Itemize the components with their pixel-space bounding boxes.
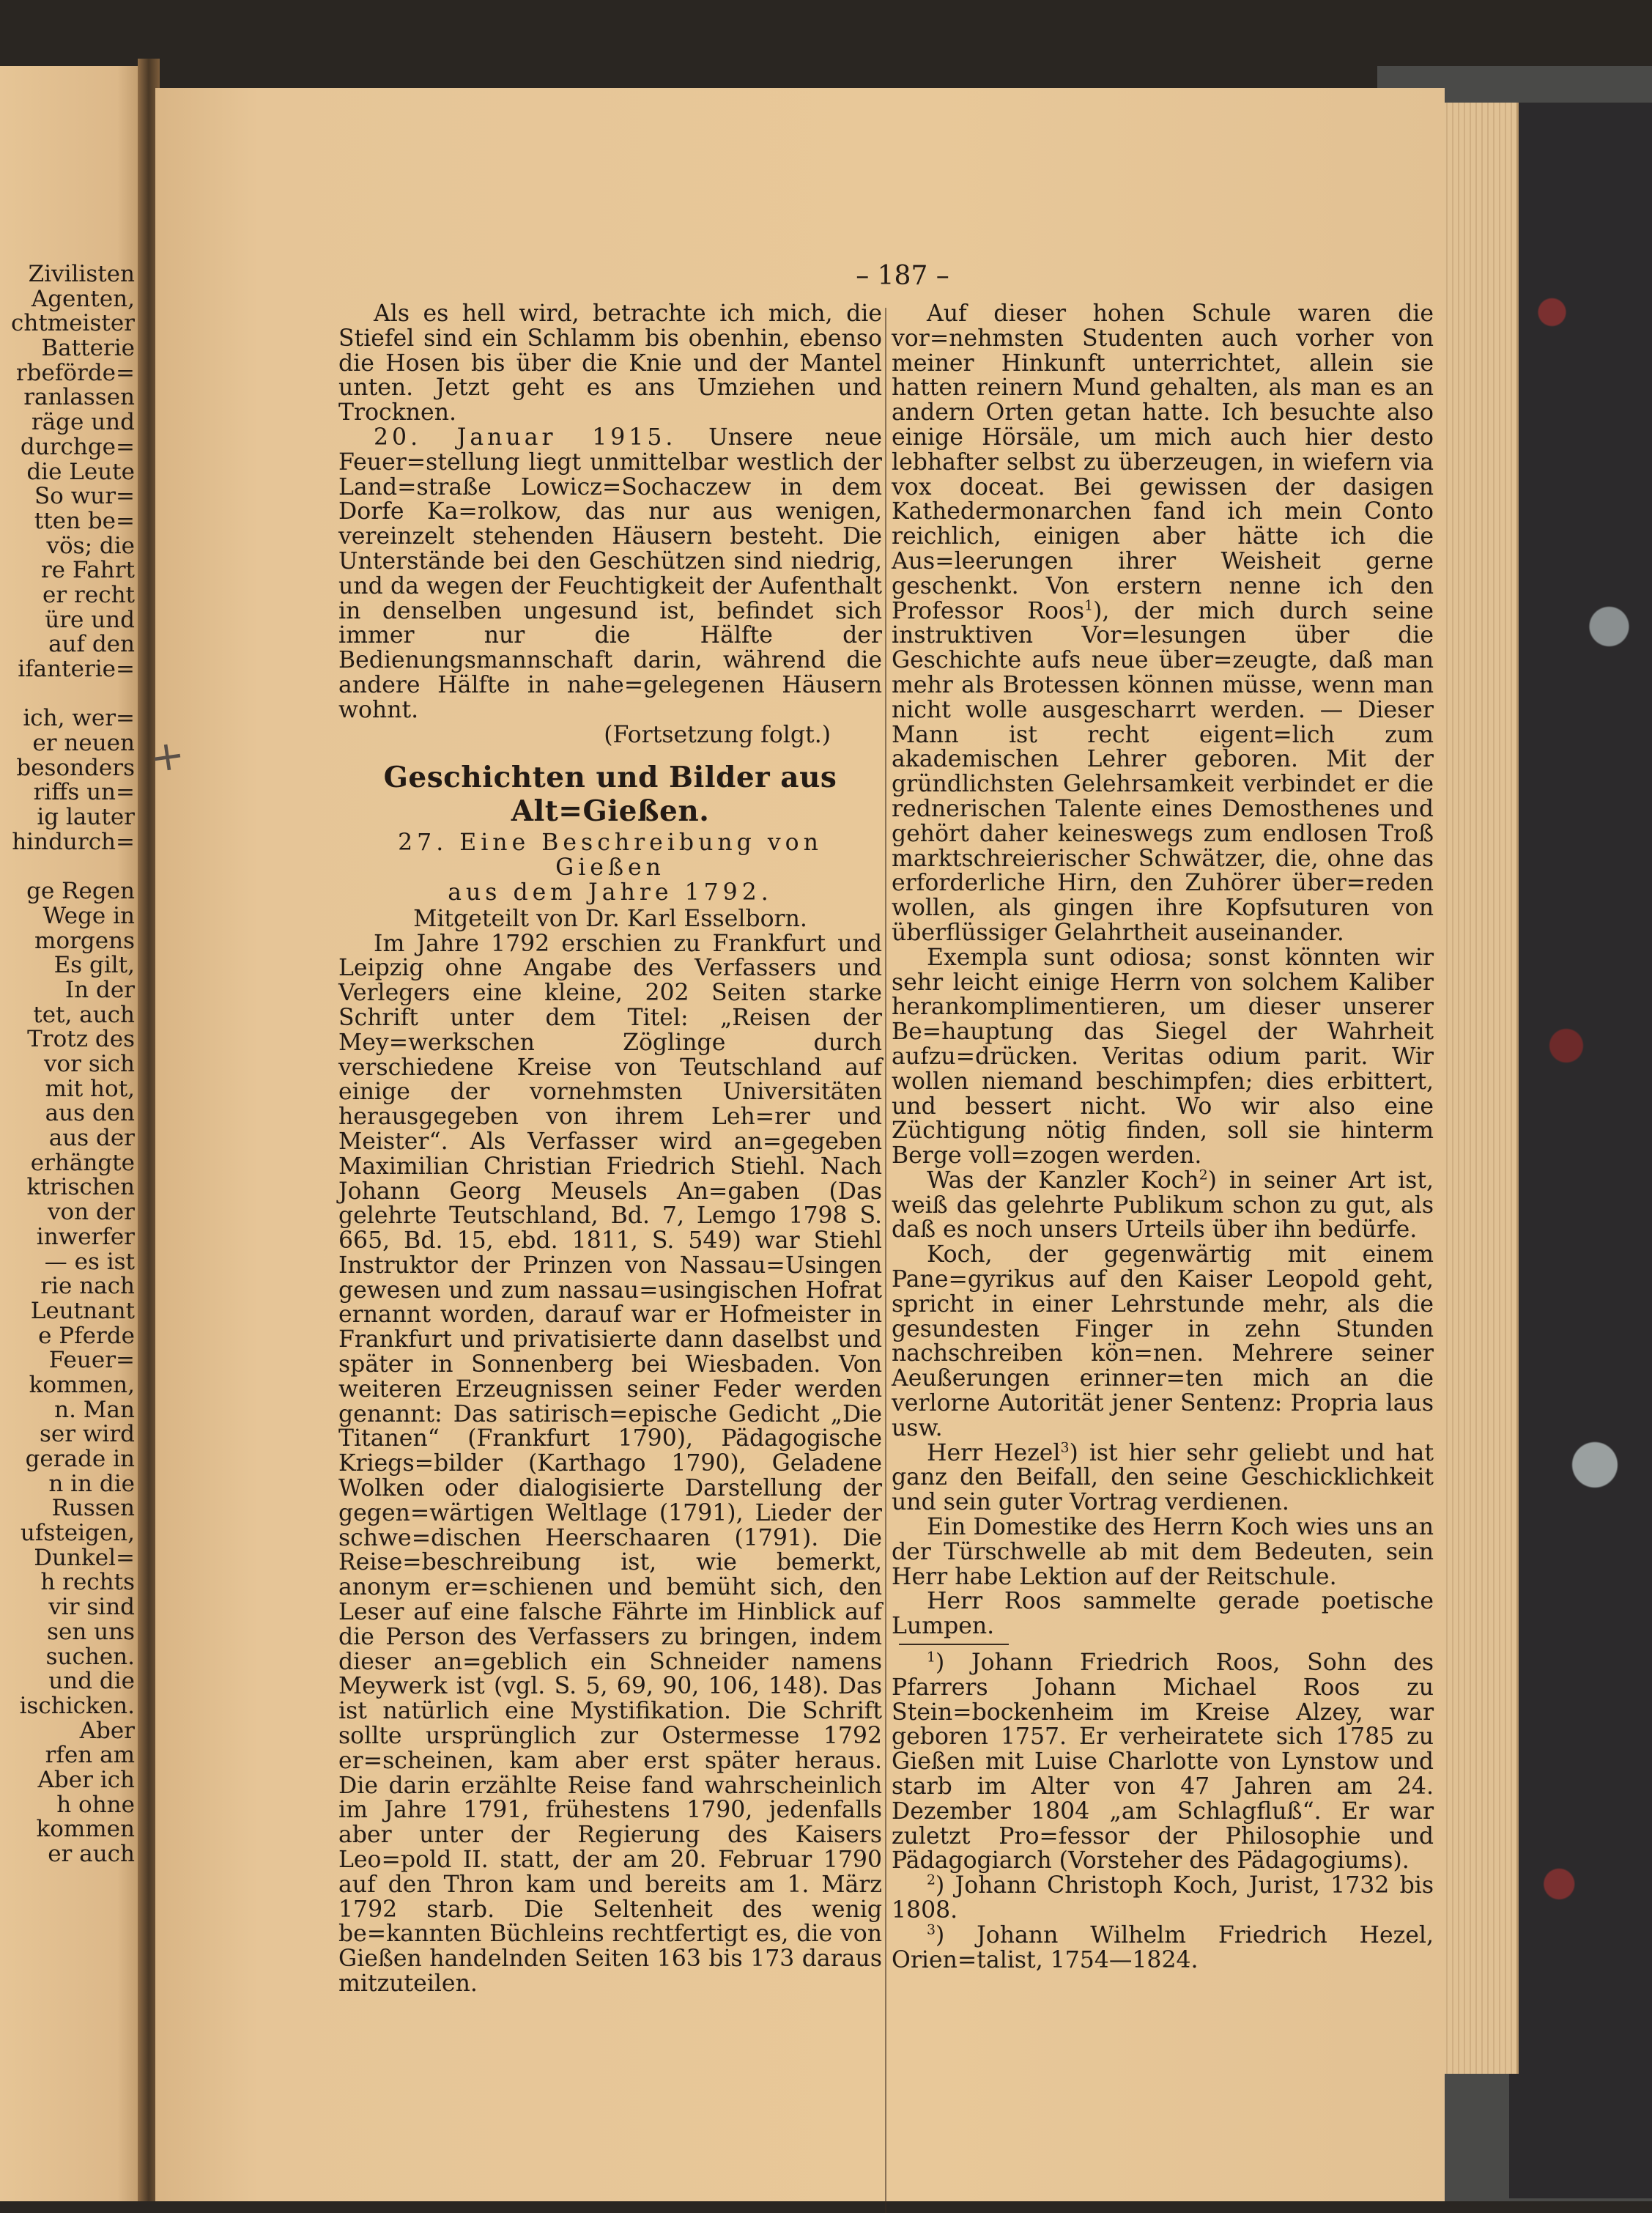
left-page-line: räge und xyxy=(31,409,135,436)
column-right xyxy=(892,302,1434,1973)
left-page-line: Agenten, xyxy=(31,285,135,312)
page-number: – 187 – xyxy=(856,261,949,291)
continuation-note: (Fortsetzung folgt.) xyxy=(604,721,831,748)
footnote-ref: 3 xyxy=(1060,1439,1070,1456)
paragraph-text: ) ist hier sehr geliebt und hat ganz den Beifall, den seine Geschicklichkeit und sein guter Vortrag verdienen. xyxy=(892,1439,1434,1516)
left-page-line: kommen xyxy=(36,1816,135,1843)
left-page-line: In der xyxy=(64,976,135,1003)
paragraph: Exempla sunt odiosa; sonst könnten wir sehr leicht einige Herrn von solchem Kaliber herankomplimentieren, um dieser unserer Be=hauptung das Siegel der Wahrheit aufzu=drücken. Veritas odium parit. Wir wollen niemand beschimpfen; dies erbittert, und bessert nicht. Wo wir also eine Züchtigung nötig finden, soll sie hinterm Berge voll=zogen werden. xyxy=(892,944,1434,1170)
left-page-line: ge Regen xyxy=(26,878,135,905)
left-page-line xyxy=(3,855,135,880)
left-page-line: re Fahrt xyxy=(40,557,135,584)
left-page-line: üre und xyxy=(45,606,135,633)
left-page-line: sen uns xyxy=(47,1618,135,1645)
paragraph: Als es hell wird, betrachte ich mich, die Stiefel sind ein Schlamm bis obenhin, ebenso die Hosen bis über die Knie und der Mantel unten. Jetzt geht es ans Umziehen und Trocknen. xyxy=(338,300,882,426)
page-edges xyxy=(1436,103,1519,2074)
left-page-line: tet, auch xyxy=(33,1001,135,1028)
diary-date: 20. Januar 1915. xyxy=(374,424,677,451)
paragraph: Koch, der gegenwärtig mit einem Pane=gyrikus auf den Kaiser Leopold geht, spricht in einer Lehrstunde mehr, als die gesundesten Finger in zehn Stunden nachschreiben kön=nen. Mehrere seiner Aeußerungen erinner=ten mich an die verlorne Autorität jener Sentenz: Propria laus usw. xyxy=(892,1241,1434,1441)
footnote-ref: 2 xyxy=(1199,1167,1208,1183)
column-rule xyxy=(885,308,886,2213)
left-page-line: von der xyxy=(47,1199,135,1226)
left-page-line: ranlassen xyxy=(23,384,135,411)
left-page-line: ifanterie= xyxy=(18,656,135,682)
footnote xyxy=(892,1921,1434,1973)
left-page-line: die Leute xyxy=(26,458,135,485)
left-page-line: h rechts xyxy=(40,1569,135,1596)
byline: Mitgeteilt von Dr. Karl Esselborn. xyxy=(413,905,807,932)
left-page-line: auf den xyxy=(48,631,135,658)
column-left xyxy=(338,302,882,1997)
left-page-line: chtmeister xyxy=(11,310,135,337)
left-page-line: rie nach xyxy=(40,1273,135,1300)
left-page-line: durchge= xyxy=(20,433,135,460)
paragraph-text: Auf dieser hohen Schule waren die vor=nehmsten Studenten auch vorher von meiner Hinkunft unterrichtet, allein sie hatten reinern Mund gehalten, als man es an andern Orten getan hatte. Ich besuchte also einige Hörsäle, um mich auch hier desto lebhafter selbst zu überzeugen, in wiefern via vox doceat. Bei gewissen der dasigen Kathedermonarchen fand ich mein Conto reichlich, einigen aber hätte ich die Aus=leerungen ihrer Weisheit gerne geschenkt. Von erstern nenne ich den Professor Roos xyxy=(892,300,1434,624)
paragraph: Im Jahre 1792 erschien zu Frankfurt und Leipzig ohne Angabe des Verfassers und Verlegers eine kleine, 202 Seiten starke Schrift unter dem Titel: „Reisen der Mey=werkschen Zöglinge durch verschiedene Kreise von Teutschland auf einige der vornehmsten Universitäten herausgegeben von ihrem Leh=rer und Meister“. Als Verfasser wird an=gegeben Maximilian Christian Friedrich Stiehl. Nach Johann Georg Meusels An=gaben (Das gelehrte Teutschland, Bd. 7, Lemgo 1798 S. 665, Bd. 15, ebd. 1811, S. 549) war Stiehl Instruktor der Prinzen von Nassau=Usingen gewesen und zum nassau=usingischen Hofrat ernannt worden, darauf war er Hofmeister in Frankfurt und privatisierte dann daselbst und später in Sonnenberg bei Wiesbaden. Von weiteren Erzeugnissen seiner Feder werden genannt: Das satirisch=epische Gedicht „Die Titanen“ (Frankfurt 1790), Pädagogische Kriegs=bilder (Karthago 1790), Geladene Wolken oder dialogisierte Darstellung der gegen=wärtigen Weltlage (1791), Lieder der schwe=dischen Heerschaaren (1791). Die Reise=beschreibung ist, wie bemerkt, anonym er=schienen und bemüht sich, den Leser auf eine falsche Fährte im Hinblick auf die Person des Verfassers zu bringen, indem dieser an=geblich ein Schneider namens Meywerk ist (vgl. S. 5, 69, 90, 106, 148). Das ist natürlich eine Mystifikation. Die Schrift sollte ursprünglich zur Ostermesse 1792 er=scheinen, kam aber erst später heraus. Die darin erzählte Reise fand wahrscheinlich im Jahre 1791, frühestens 1790, jedenfalls aber unter der Regierung des Kaisers Leo=pold II. statt, der am 20. Februar 1790 auf den Thron kam und bereits am 1. März 1792 starb. Die Seltenheit des wenig be=kannten Büchleins rechtfertigt es, die von Gießen handelnden Seiten 163 bis 173 daraus mitzuteilen. xyxy=(338,930,882,1997)
left-page xyxy=(0,66,147,2201)
left-page-line: morgens xyxy=(34,927,135,954)
left-page-line: und die xyxy=(48,1668,135,1695)
article-title-line-1: 27. Eine Beschreibung von Gießen xyxy=(398,830,823,882)
left-page-line: Russen xyxy=(51,1495,135,1522)
paragraph-text: ) in seiner Art ist, weiß das gelehrte Publikum schon zu gut, als daß es noch unsers Urteils über ihn bedürfe. xyxy=(892,1167,1434,1244)
paragraph-dated xyxy=(338,426,882,723)
footnote-rule xyxy=(899,1644,1009,1645)
left-page-line: riffs un= xyxy=(33,779,135,806)
left-page-line: er neuen xyxy=(32,730,135,757)
left-page-line: er recht xyxy=(42,581,135,608)
left-page-line: — es ist xyxy=(44,1248,135,1275)
footnote-text: ) Johann Wilhelm Friedrich Hezel, Orien=talist, 1754—1824. xyxy=(892,1921,1434,1973)
footnote-text: ) Johann Christoph Koch, Jurist, 1732 bis 1808. xyxy=(892,1872,1434,1924)
pencil-mark-icon: + xyxy=(147,731,188,783)
paragraph: Herr Roos sammelte gerade poetische Lumpen. xyxy=(892,1588,1434,1640)
left-page-line: vor sich xyxy=(44,1051,135,1077)
left-page-line: Dunkel= xyxy=(34,1544,135,1571)
left-page-line: So wur= xyxy=(34,483,135,510)
footnote-mark: 2 xyxy=(927,1872,936,1888)
left-page-line: erhängte xyxy=(30,1149,135,1176)
left-page-line: h ohne xyxy=(56,1791,135,1818)
left-page-line: ich, wer= xyxy=(23,705,135,732)
left-page-line: n. Man xyxy=(54,1396,135,1423)
paragraph-text: Was der Kanzler Koch xyxy=(927,1167,1199,1194)
left-page-line: er auch xyxy=(48,1841,135,1867)
paragraph-text: Herr Hezel xyxy=(927,1439,1061,1466)
left-page-line: ser wird xyxy=(39,1421,135,1448)
paragraph-text: Unsere neue Feuer=stellung liegt unmittelbar westlich der Land=straße Lowicz=Sochaczew in dem Dorfe Ka=rolkow, das nur aus wenigen, vereinzelt stehenden Häusern besteht. Die Unterstände bei den Geschützen sind niedrig, und da wegen der Feuchtigkeit der Aufenthalt in denselben ungesund ist, befindet sich immer nur die Hälfte der Bedienungsmannschaft darin, während die andere Hälfte in nahe=gelegenen Häusern wohnt. xyxy=(338,424,883,723)
left-page-line: Trotz des xyxy=(27,1026,135,1053)
left-page-line: Aber ich xyxy=(37,1766,135,1793)
left-page-line: Es gilt, xyxy=(53,952,135,979)
left-page-line: mit hot, xyxy=(45,1075,135,1102)
left-page-text-fragments xyxy=(3,262,135,1867)
section-heading: Geschichten und Bilder aus Alt=Gießen. xyxy=(383,761,837,829)
footnote-ref: 1 xyxy=(1084,597,1094,614)
left-page-line: gerade in xyxy=(25,1446,135,1472)
left-page-line: Leutnant xyxy=(30,1297,135,1324)
left-page-line: rfen am xyxy=(45,1742,135,1769)
left-page-line: aus den xyxy=(45,1100,135,1127)
left-page-line: rbeförde= xyxy=(15,359,135,386)
footnote-text: ) Johann Friedrich Roos, Sohn des Pfarrers Johann Michael Roos zu Stein=bockenheim im Kreise Alzey, war geboren 1757. Er verheiratete sich 1785 zu Gießen mit Luise Charlotte von Lynstow und starb im Alter von 47 Jahren am 24. Dezember 1804 „am Schlagfluß“. Er war zuletzt Pro=fessor der Philosophie und Pädagogiarch (Vorsteher des Pädagogiums). xyxy=(892,1649,1434,1874)
paragraph: Ein Domestike des Herrn Koch wies uns an der Türschwelle ab mit dem Bedeuten, sein Herr habe Lektion auf der Reitschule. xyxy=(892,1514,1434,1590)
left-page-line: hindurch= xyxy=(12,828,135,855)
paragraph xyxy=(892,1169,1434,1243)
left-page-line: tten be= xyxy=(34,507,135,534)
left-page-line: ig lauter xyxy=(37,804,135,831)
left-page-line xyxy=(3,682,135,707)
footnote xyxy=(892,1874,1434,1924)
left-page-line: e Pferde xyxy=(38,1322,135,1349)
left-page-line: n in die xyxy=(48,1470,135,1497)
left-page-line: Feuer= xyxy=(48,1347,135,1374)
footnote xyxy=(892,1651,1434,1874)
left-page-line: kommen, xyxy=(29,1371,135,1398)
left-page-line: Wege in xyxy=(42,902,135,929)
footnote-mark: 3 xyxy=(927,1921,936,1938)
left-page-line: Batterie xyxy=(41,335,135,362)
right-page xyxy=(155,88,1445,2201)
left-page-line: suchen. xyxy=(45,1643,135,1670)
left-page-line: vir sind xyxy=(48,1594,135,1621)
left-page-line: Zivilisten xyxy=(28,262,135,287)
left-page-line: Aber xyxy=(79,1717,135,1744)
marbled-endpaper xyxy=(1509,103,1652,2198)
left-page-line: ufsteigen, xyxy=(20,1520,135,1547)
article-title-line-2: aus dem Jahre 1792. xyxy=(448,879,773,906)
paragraph xyxy=(892,302,1434,946)
footnote-mark: 1 xyxy=(927,1649,936,1666)
left-page-line: ischicken. xyxy=(19,1692,135,1719)
left-page-line: besonders xyxy=(16,754,135,781)
left-page-line: inwerfer xyxy=(36,1223,135,1250)
left-page-line: aus der xyxy=(48,1125,135,1152)
left-page-line: ktrischen xyxy=(26,1174,135,1201)
paragraph-text: ), der mich durch seine instruktiven Vor=lesungen über die Geschichte aufs neue über=zeugte, daß man mehr als Brotessen können müsse, wenn man nicht wolle ausgescharrt werden. — Dieser Mann ist recht eigent=lich zum akademischen Lehrer geboren. Mit der gründlichsten Gelehrsamkeit verbindet er die rednerischen Talente eines Demosthenes und gehört daher keineswegs zum endlosen Troß marktschreierischer Schwätzer, die, ohne das erforderliche Hirn, den Zuhörer über=reden wollen, als gingen ihre Kopfsuturen von überflüssiger Gelahrtheit auseinander. xyxy=(892,597,1434,946)
paragraph xyxy=(892,1441,1434,1515)
left-page-line: vös; die xyxy=(46,532,135,559)
